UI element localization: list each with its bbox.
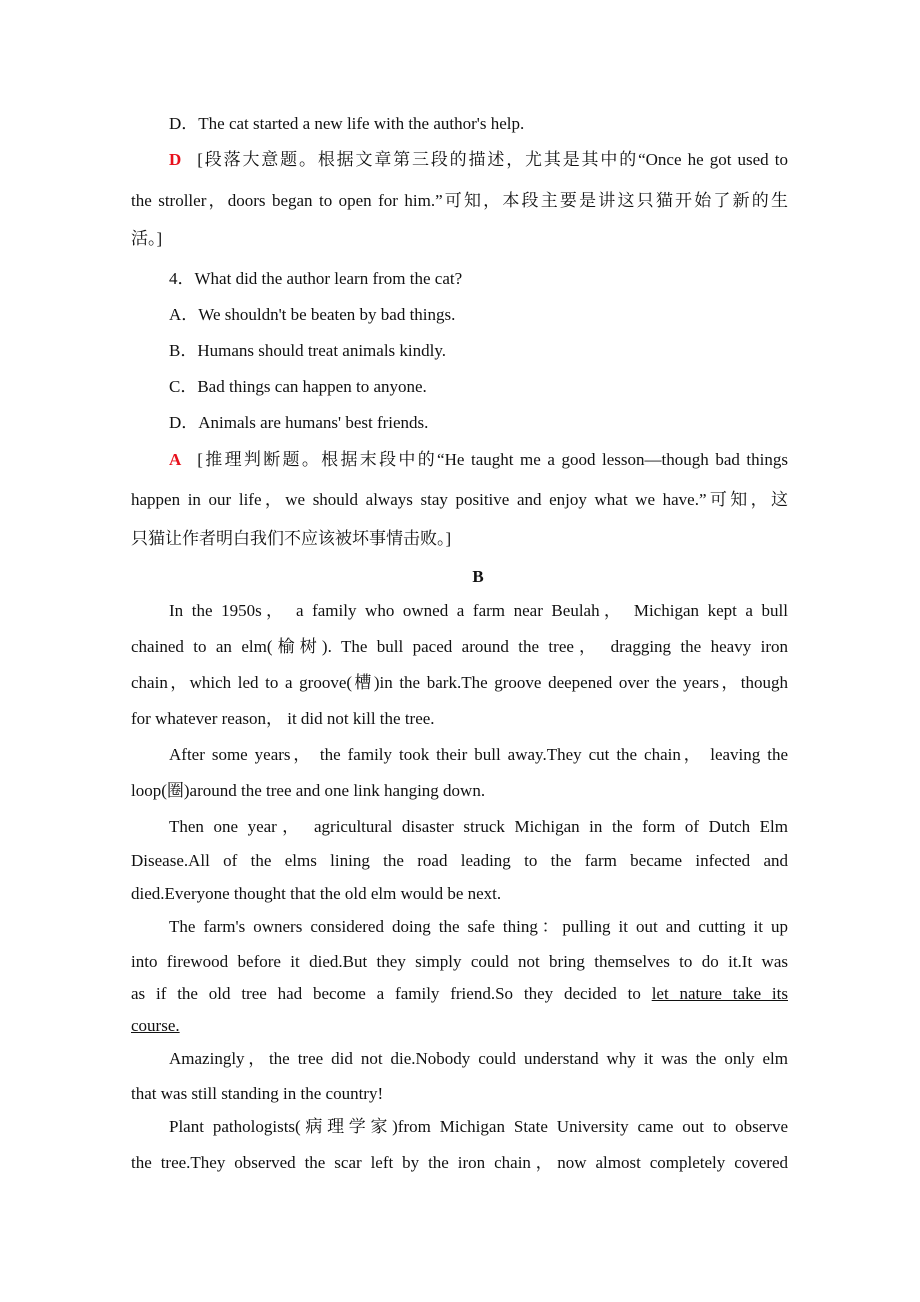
q3-option-d: D．The cat started a new life with the author's help. bbox=[169, 114, 525, 133]
q4-option-b: B．Humans should treat animals kindly. bbox=[169, 341, 447, 360]
passage-line: the tree.They observed the scar left by the iron chain，now almost completely covered bbox=[131, 1153, 788, 1172]
underlined-phrase: course. bbox=[131, 1016, 180, 1035]
passage-line: Plant pathologists(病理学家)from Michigan State University came out to observe bbox=[169, 1117, 788, 1136]
q4-option-a: A．We shouldn't be beaten by bad things. bbox=[169, 305, 456, 324]
passage-line: chained to an elm(榆树). The bull paced around the tree， dragging the heavy iron bbox=[131, 637, 788, 656]
underlined-phrase: let nature take its bbox=[651, 984, 788, 1003]
passage-line: chain，which led to a groove(槽)in the bark.The groove deepened over the years，though bbox=[131, 673, 788, 692]
q3-explanation-line: 活。] bbox=[131, 229, 163, 248]
passage-line: Disease.All of the elms lining the road leading to the farm became infected and bbox=[131, 851, 788, 870]
passage-line: In the 1950s， a family who owned a farm near Beulah， Michigan kept a bull bbox=[169, 601, 788, 620]
passage-text: as if the old tree had become a family friend.So they decided to bbox=[131, 984, 652, 1003]
q4-option-d: D．Animals are humans' best friends. bbox=[169, 413, 429, 432]
q3-explanation-line bbox=[169, 149, 788, 171]
passage-line: loop(圈)around the tree and one link hanging down. bbox=[131, 781, 486, 800]
explanation-text: [段落大意题。根据文章第三段的描述，尤其是其中的“Once he got used to bbox=[197, 150, 788, 169]
q4-explanation-line bbox=[169, 449, 788, 471]
explanation-text: [推理判断题。根据末段中的“He taught me a good lesson—though bad things bbox=[197, 450, 788, 469]
q3-explanation-line: the stroller，doors began to open for him.”可知，本段主要是讲这只猫开始了新的生 bbox=[131, 191, 788, 210]
passage-line: Then one year， agricultural disaster struck Michigan in the form of Dutch Elm bbox=[169, 817, 788, 836]
q4-option-c: C．Bad things can happen to anyone. bbox=[169, 377, 427, 396]
q4-explanation-line: happen in our life，we should always stay positive and enjoy what we have.”可知，这 bbox=[131, 490, 788, 509]
passage-line bbox=[131, 983, 788, 1005]
passage-line: into firewood before it died.But they simply could not bring themselves to do it.It was bbox=[131, 952, 788, 971]
passage-line: The farm's owners considered doing the safe thing：pulling it out and cutting it up bbox=[169, 917, 788, 936]
passage-line: for whatever reason， it did not kill the tree. bbox=[131, 709, 435, 728]
q4-answer: A bbox=[169, 450, 182, 469]
passage-line: died.Everyone thought that the old elm would be next. bbox=[131, 884, 502, 903]
q4-question: 4．What did the author learn from the cat? bbox=[169, 269, 463, 288]
passage-line bbox=[131, 1015, 788, 1037]
section-heading: B bbox=[472, 567, 484, 586]
passage-line: Amazingly，the tree did not die.Nobody could understand why it was the only elm bbox=[169, 1049, 788, 1068]
q3-answer: D bbox=[169, 150, 182, 169]
q4-explanation-line: 只猫让作者明白我们不应该被坏事情击败。] bbox=[131, 529, 452, 548]
passage-line: After some years， the family took their bull away.They cut the chain， leaving the bbox=[169, 745, 788, 764]
passage-line: that was still standing in the country! bbox=[131, 1084, 384, 1103]
